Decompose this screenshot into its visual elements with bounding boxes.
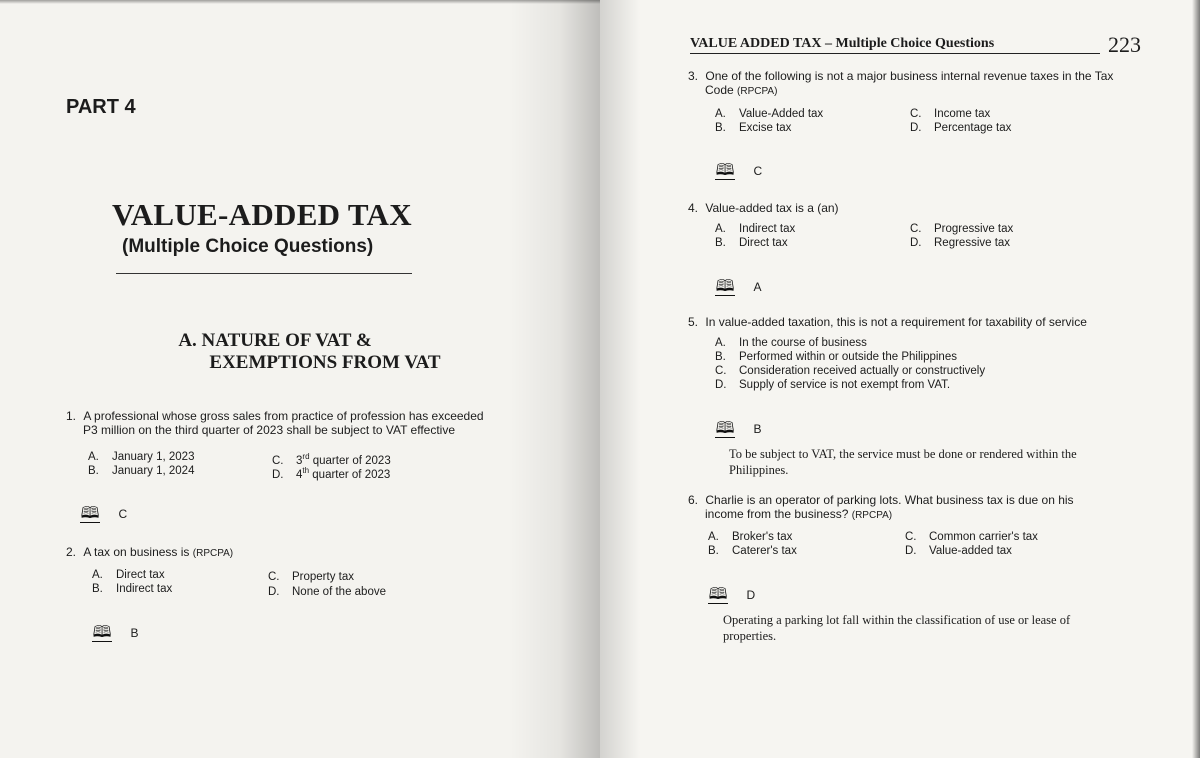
answer-row: [715, 420, 761, 438]
section-title-line1: A. NATURE OF VAT &: [178, 330, 372, 351]
option-d: [272, 464, 390, 482]
option-text: Value-added tax: [929, 545, 1012, 557]
chapter-subtitle: (Multiple Choice Questions): [122, 236, 374, 257]
option-text: Direct tax: [116, 569, 165, 581]
option-letter: C.: [272, 454, 284, 467]
question-text-line2: income from the business?: [705, 507, 849, 521]
question-text-line1: Charlie is an operator of parking lots. What business tax is due on his: [705, 493, 1074, 507]
option-letter: B.: [88, 465, 99, 477]
option-d: [268, 585, 386, 599]
option-d: [910, 236, 1010, 250]
option-letter: D.: [910, 122, 922, 134]
page-number: 223: [1108, 32, 1141, 57]
explanation-line2: properties.: [723, 629, 777, 643]
option-d: [715, 378, 950, 392]
option-a: [92, 568, 165, 582]
option-text: Supply of service is not exempt from VAT.: [739, 379, 951, 391]
option-a: [715, 222, 795, 236]
answer-explanation: [729, 446, 1077, 478]
question-source: (RPCPA): [851, 510, 893, 521]
book-icon: 🕮: [715, 278, 735, 295]
question-number: 4.: [688, 201, 699, 215]
option-c: [910, 222, 1013, 236]
option-c: [905, 530, 1038, 544]
option-text: Caterer's tax: [732, 545, 797, 557]
answer-row: [708, 586, 755, 604]
option-d: [910, 121, 1011, 135]
question-text: In value-added taxation, this is not a requirement for taxability of service: [705, 315, 1087, 329]
explanation-line2: Philippines.: [729, 463, 789, 477]
option-letter: D.: [272, 468, 284, 481]
page-edge-shadow: [1192, 0, 1200, 758]
option-text: Common carrier's tax: [929, 531, 1038, 543]
question-text-line2: Code: [705, 83, 734, 97]
option-letter: D.: [910, 237, 922, 249]
title-divider: [116, 273, 412, 274]
option-b: [92, 582, 172, 596]
question-5: [688, 315, 1087, 329]
option-b: [715, 236, 788, 250]
option-text-rest: quarter of 2023: [309, 454, 391, 467]
option-letter: A.: [715, 108, 726, 120]
question-3: [688, 69, 1113, 99]
option-d: [905, 544, 1012, 558]
option-text: In the course of business: [739, 337, 867, 349]
question-number: 6.: [688, 493, 699, 507]
option-text: Broker's tax: [732, 531, 793, 543]
option-letter: C.: [715, 365, 727, 377]
book-icon: 🕮: [715, 420, 735, 437]
book-icon: 🕮: [80, 505, 100, 522]
question-source: (RPCPA): [737, 86, 778, 97]
question-6: [688, 493, 1074, 523]
answer-row: [92, 624, 138, 642]
answer-row: [80, 505, 127, 523]
answer-letter: D: [746, 588, 756, 602]
option-text: Indirect tax: [739, 223, 796, 235]
option-letter: B.: [715, 122, 726, 134]
question-source: (RPCPA): [192, 548, 234, 559]
option-letter: D.: [715, 379, 727, 391]
question-number: 1.: [66, 409, 77, 423]
question-text: Value-added tax is a (an): [705, 201, 839, 215]
option-letter: C.: [910, 223, 922, 235]
answer-explanation: [723, 612, 1070, 644]
answer-letter: B: [753, 422, 762, 436]
book-icon: 🕮: [715, 162, 735, 179]
gutter-shadow: [600, 0, 640, 758]
option-text: Regressive tax: [934, 237, 1011, 249]
chapter-title: VALUE-ADDED TAX: [112, 197, 412, 232]
question-text-line1: A professional whose gross sales from practice of profession has exceeded: [83, 409, 484, 423]
option-letter: D.: [268, 586, 280, 598]
option-text: Consideration received actually or constructively: [739, 365, 986, 377]
question-4: [688, 201, 839, 215]
gutter-shadow: [510, 0, 600, 758]
book-icon: 🕮: [708, 586, 728, 603]
question-number: 2.: [66, 545, 77, 559]
option-text: Performed within or outside the Philippines: [739, 351, 957, 363]
answer-row: [715, 278, 761, 296]
option-text-number: 4: [296, 468, 303, 481]
option-letter: B.: [715, 237, 726, 249]
answer-letter: C: [118, 507, 128, 521]
option-text: Value-Added tax: [739, 108, 824, 120]
option-a: [88, 450, 194, 464]
option-letter: A.: [708, 531, 719, 543]
option-text: Property tax: [292, 571, 354, 583]
option-text-superscript: rd: [302, 452, 310, 461]
option-letter: C.: [905, 531, 917, 543]
option-text: Indirect tax: [116, 583, 173, 595]
explanation-line1: Operating a parking lot fall within the classification of use or lease of: [723, 613, 1071, 627]
question-text-line1: One of the following is not a major business internal revenue taxes in the Tax: [705, 69, 1114, 83]
option-b: [88, 464, 194, 478]
question-number: 3.: [688, 69, 699, 83]
question-2: [66, 545, 233, 561]
option-text: None of the above: [292, 586, 386, 598]
explanation-line1: To be subject to VAT, the service must be done or rendered within the: [729, 447, 1077, 461]
option-letter: C.: [910, 108, 922, 120]
answer-letter: A: [753, 280, 762, 294]
option-text: Income tax: [934, 108, 991, 120]
option-a: [708, 530, 792, 544]
answer-letter: C: [753, 164, 763, 178]
option-text: Direct tax: [739, 237, 788, 249]
option-text: Progressive tax: [934, 223, 1014, 235]
question-text: A tax on business is: [83, 545, 190, 559]
option-letter: D.: [905, 545, 917, 557]
option-a: [715, 336, 867, 350]
option-text-number: 3: [296, 454, 303, 467]
question-text: [66, 409, 484, 423]
option-letter: A.: [715, 337, 726, 349]
right-page: [600, 0, 1200, 758]
answer-row: [715, 162, 762, 180]
option-letter: C.: [268, 571, 280, 583]
question-number: 5.: [688, 315, 699, 329]
option-text: Excise tax: [739, 122, 792, 134]
option-text: January 1, 2024: [112, 465, 195, 477]
option-letter: A.: [92, 569, 103, 581]
option-c: [715, 364, 985, 378]
option-text-superscript: th: [302, 466, 310, 475]
running-head: VALUE ADDED TAX – Multiple Choice Questions: [690, 36, 1100, 54]
option-a: [715, 107, 823, 121]
question-text-line2: P3 million on the third quarter of 2023 shall be subject to VAT effective: [83, 423, 455, 437]
option-b: [715, 350, 957, 364]
section-title: [130, 330, 480, 374]
option-b: [715, 121, 791, 135]
book-icon: 🕮: [92, 624, 112, 641]
answer-letter: B: [130, 626, 139, 640]
option-letter: A.: [715, 223, 726, 235]
option-text-rest: quarter of 2023: [309, 468, 391, 481]
section-title-line2: EXEMPTIONS FROM VAT: [209, 352, 441, 373]
option-b: [708, 544, 797, 558]
part-label: PART 4: [66, 96, 136, 118]
option-letter: B.: [715, 351, 726, 363]
option-letter: B.: [708, 545, 719, 557]
option-letter: A.: [88, 451, 99, 463]
question-1: [66, 409, 484, 437]
option-c: [910, 107, 990, 121]
option-text: January 1, 2023: [112, 451, 195, 463]
option-letter: B.: [92, 583, 103, 595]
option-text: Percentage tax: [934, 122, 1012, 134]
option-c: [268, 570, 354, 584]
